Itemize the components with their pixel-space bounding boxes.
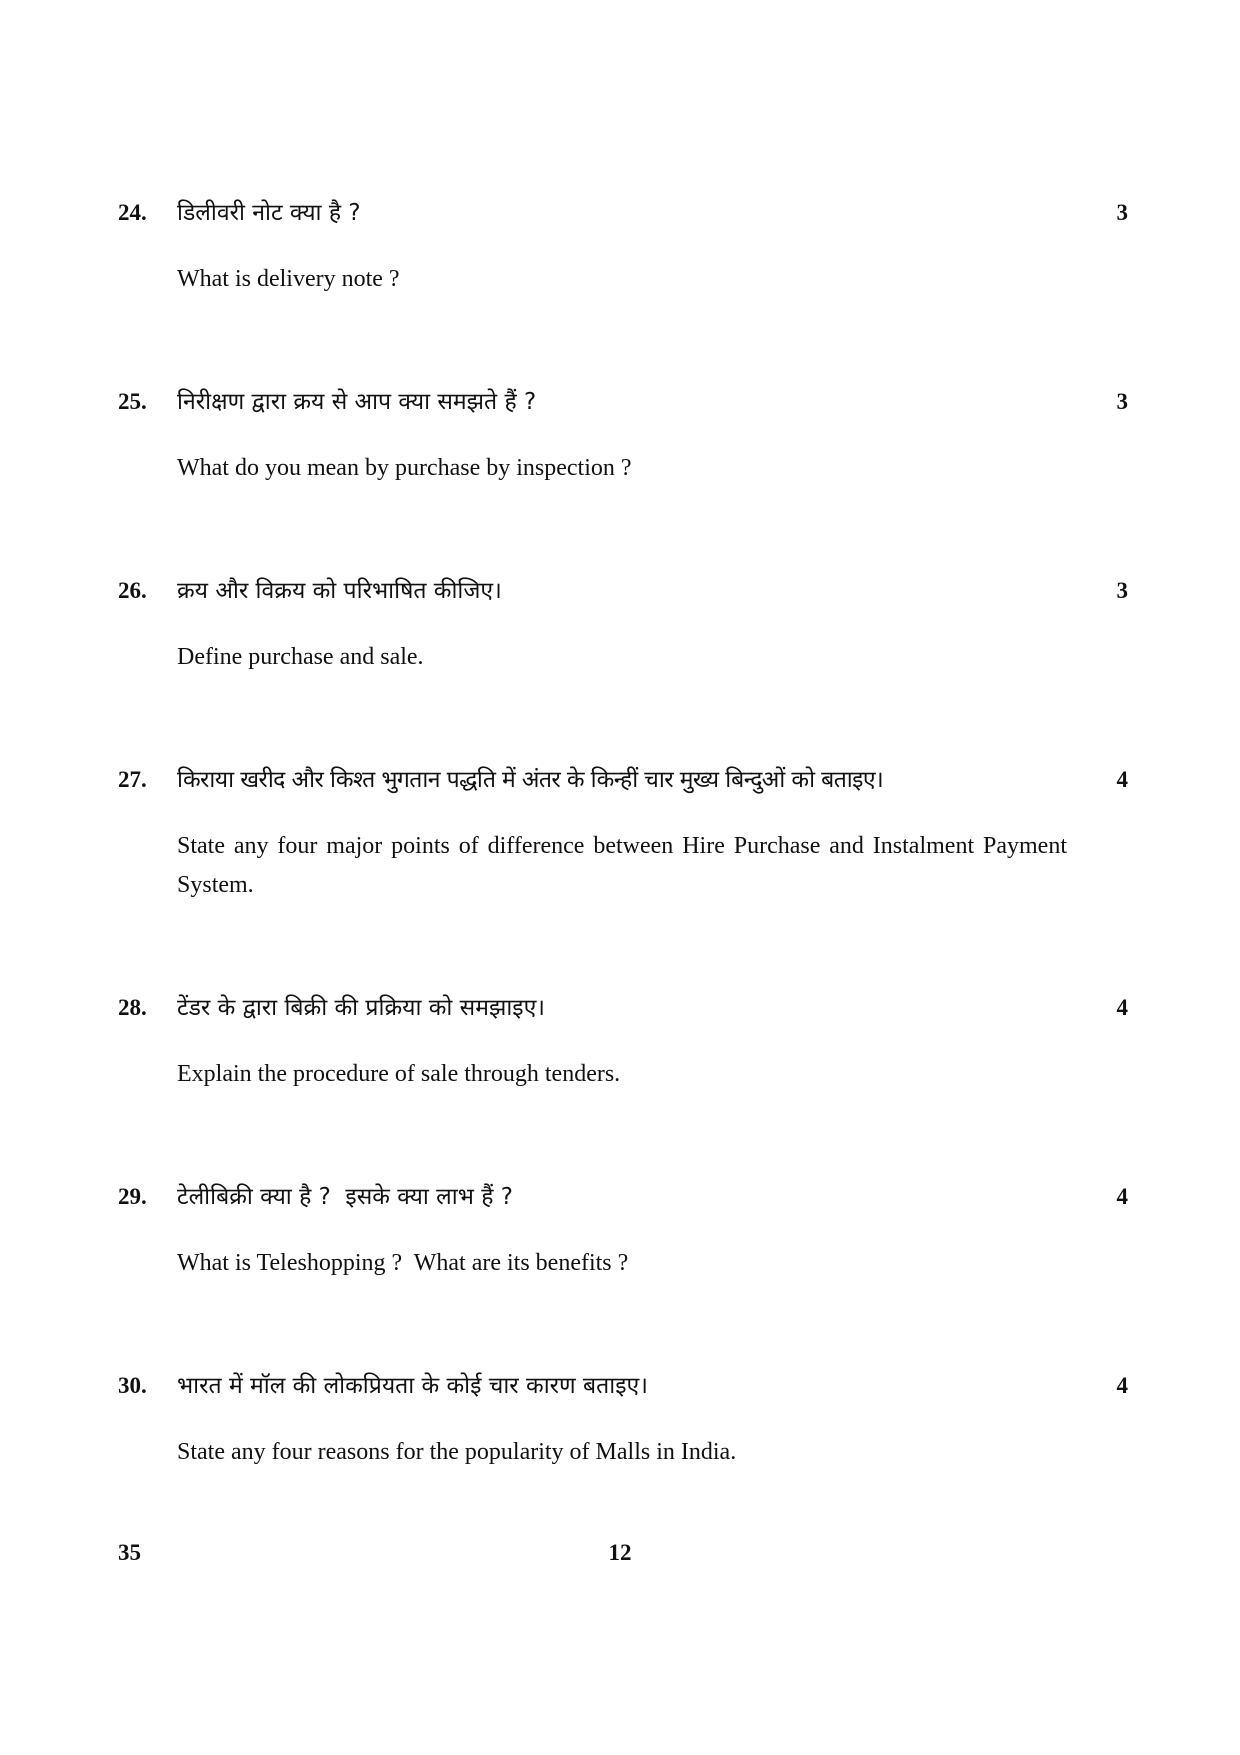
question-marks: 3	[1116, 578, 1128, 603]
question-text-hindi: भारत में मॉल की लोकप्रियता के कोई चार कारण बताइए।	[177, 1373, 648, 1399]
question-marks: 4	[1116, 1373, 1128, 1398]
question-text-english: Explain the procedure of sale through tenders.	[177, 1061, 621, 1087]
page-number: 12	[608, 1540, 632, 1565]
question-number: 27.	[118, 767, 147, 792]
question-marks: 4	[1116, 767, 1128, 792]
question-marks: 4	[1116, 1184, 1128, 1209]
question-text-english: What is delivery note ?	[177, 266, 400, 292]
question-number: 28.	[118, 995, 147, 1020]
paper-code: 35	[118, 1540, 141, 1565]
question-text-hindi: क्रय और विक्रय को परिभाषित कीजिए।	[177, 578, 502, 604]
question-number: 26.	[118, 578, 147, 603]
question-text-hindi: डिलीवरी नोट क्या है ?	[177, 200, 361, 226]
question-text-english: State any four reasons for the popularity of Malls in India.	[177, 1439, 737, 1465]
question-text-english: What is Teleshopping ? What are its benefits ?	[177, 1250, 629, 1276]
question-text-hindi: किराया खरीद और किश्त भुगतान पद्धति में अंतर के किन्हीं चार मुख्य बिन्दुओं को बताइए।	[177, 767, 884, 793]
question-text-english: State any four major points of difference between Hire Purchase and Instalment Payment System.	[177, 833, 1067, 898]
question-text-english: What do you mean by purchase by inspection ?	[177, 455, 632, 481]
question-text-english: Define purchase and sale.	[177, 644, 424, 670]
question-number: 29.	[118, 1184, 147, 1209]
question-number: 24.	[118, 200, 147, 225]
question-text-hindi: टेलीबिक्री क्या है ? इसके क्या लाभ हैं ?	[177, 1184, 513, 1210]
question-text-hindi: निरीक्षण द्वारा क्रय से आप क्या समझते हैं ?	[177, 389, 537, 415]
question-number: 25.	[118, 389, 147, 414]
question-marks: 3	[1116, 389, 1128, 414]
question-marks: 3	[1116, 200, 1128, 225]
question-marks: 4	[1116, 995, 1128, 1020]
question-number: 30.	[118, 1373, 147, 1398]
question-text-hindi: टेंडर के द्वारा बिक्री की प्रक्रिया को समझाइए।	[177, 995, 546, 1021]
